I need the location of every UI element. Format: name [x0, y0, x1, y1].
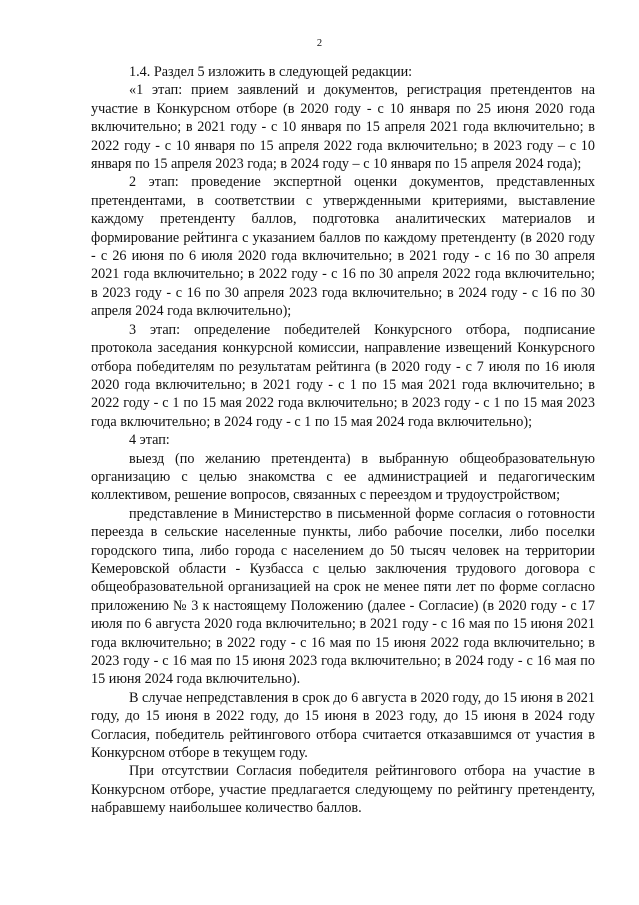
paragraph: выезд (по желанию претендента) в выбранную общеобразовательную организацию с целью знакомства с ее администрацией и педагогическим коллективом, решение вопросов, связанных с переездом и трудоустройством; — [91, 450, 595, 504]
paragraph: В случае непредставления в срок до 6 августа в 2020 году, до 15 июня в 2021 году, до 15 июня в 2022 году, до 15 июня в 2023 году, до 15 июня в 2024 году Согласия, победитель рейтингового отбора считается отказавшимся от участия в Конкурсном отборе в текущем году. — [91, 689, 595, 762]
page-number: 2 — [316, 38, 323, 49]
paragraph: 4 этап: — [129, 432, 170, 449]
paragraph: 1.4. Раздел 5 изложить в следующей редакции: — [129, 64, 413, 80]
paragraph: При отсутствии Согласия победителя рейтингового отбора на участие в Конкурсном отборе, участие предлагается следующему по рейтингу претенденту, набравшему наибольшее количество баллов. — [91, 763, 595, 817]
paragraph: 2 этап: проведение экспертной оценки документов, представленных претендентами, в соответствии с утвержденными критериями, выставление каждому претенденту баллов, подготовка аналитических материалов и формирование рейтинга с указанием баллов по каждому претенденту (в 2020 году - с 26 июня по 6 июля 2020 года включительно; в 2021 году - с 16 по 30 апреля 2021 года включительно; в 2022 году - с 16 по 30 апреля 2022 года включительно; в 2023 году - с 16 по 30 апреля 2023 года включительно; в 2024 году - с 16 по 30 апреля 2024 года включительно); — [91, 174, 595, 320]
paragraph: 3 этап: определение победителей Конкурсного отбора, подписание протокола заседания конкурсной комиссии, направление извещений Конкурсного отбора победителям по результатам рейтинга (в 2020 году - с 7 июля по 16 июля 2020 года включительно; в 2021 году - с 1 по 15 мая 2021 года включительно; в 2022 году - с 1 по 15 мая 2022 года включительно; в 2023 году - с 1 по 15 мая 2023 года включительно; в 2024 году - с 1 по 15 мая 2024 года включительно); — [91, 321, 595, 430]
paragraph: представление в Министерство в письменной форме согласия о готовности переезда в сельские населенные пункты, либо рабочие поселки, либо поселки городского типа, либо города с населением до 50 тысяч человек на территории Кемеровской области - Кузбасса с целью заключения трудового договора с общеобразовательной организацией на срок не менее пяти лет по форме согласно приложению № 3 к настоящему Положению (далее - Согласие) (в 2020 году - с 17 июля по 6 августа 2020 года включительно; в 2021 году - с 16 мая по 15 июня 2021 года включительно; в 2022 году - с 16 мая по 15 июня 2022 года включительно; в 2023 году - с 16 мая по 15 июня 2023 года включительно; в 2024 году - с 16 мая по 15 июня 2024 года включительно). — [91, 505, 595, 688]
paragraph: «1 этап: прием заявлений и документов, регистрация претендентов на участие в Конкурсном отборе (в 2020 году - с 10 января по 25 июня 2020 года включительно; в 2021 году - с 10 января по 15 апреля 2021 года включительно; в 2022 году - с 10 января по 15 апреля 2022 года включительно; в 2023 году – с 10 января по 15 апреля 2023 года; в 2024 году – с 10 января по 15 апреля 2024 года); — [91, 82, 595, 173]
document-body — [91, 63, 595, 818]
